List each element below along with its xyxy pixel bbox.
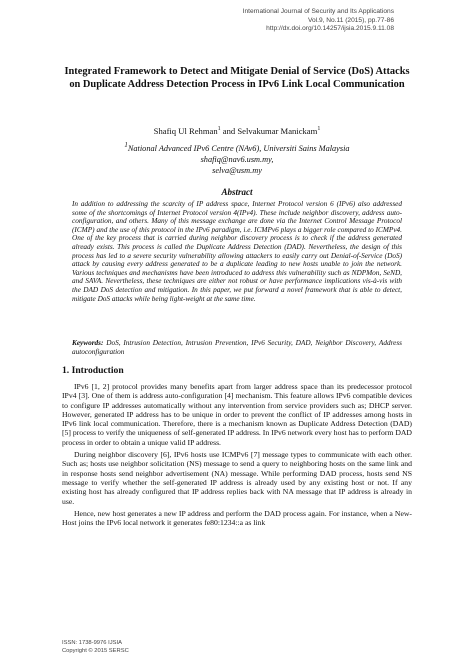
- issn-text: ISSN: 1738-9976 IJSIA: [62, 640, 122, 646]
- keywords-label: Keywords:: [72, 339, 104, 347]
- email-address[interactable]: shafiq@nav6.usm.my,: [200, 154, 274, 164]
- author-affiliation-mark: 1: [317, 126, 321, 132]
- journal-name: International Journal of Security and Its Applications: [242, 8, 394, 15]
- keywords: [72, 339, 402, 356]
- paper-title: Integrated Framework to Detect and Mitigate Denial of Service (DoS) Attacks on Duplicate Address Detection Process in IPv6 Link Local Communication: [64, 66, 410, 90]
- abstract-heading: Abstract: [221, 187, 253, 197]
- affiliation-name: National Advanced IPv6 Centre (NAv6), Universiti Sains Malaysia: [127, 143, 350, 153]
- body-paragraph: Hence, new host generates a new IP address and perform the DAD process again. For instance, when a New-Host joins the IPv6 local network it generates fe80:1234::a as link: [62, 508, 412, 528]
- affiliation-line: [60, 140, 414, 154]
- author-name: Shafiq Ul Rehman: [153, 125, 218, 136]
- journal-header: [134, 8, 394, 34]
- page-footer: [62, 640, 129, 655]
- copyright-text: Copyright © 2015 SERSC: [62, 647, 129, 654]
- affiliation-block: [60, 140, 414, 176]
- abstract-text: In addition to addressing the scarcity of IP address space, Internet Protocol version 6 (IPv6) also addressed some of the shortcomings of Internet Protocol version 4(IPv4). These include neighbor discovery, address auto-configuration, and others. Many of this message exchange are done via the Internet Control Message Protocol (ICMP) and the use of this protocol in the IPv6 paradigm, i.e. ICMPv6 plays a bigger role compared to ICMPv4. One of the key process that is carried during neighbor discovery process is to check if the address generated already exists. This process is called the Duplicate Address Detection (DAD). Nevertheless, the design of this process has led to a severe security vulnerability allowing attackers to easily carry out Denial-of-Service (DoS) attack by causing every address generated to be a duplicate leading to new hosts unable to join the network. Various techniques and mechanisms have been introduced to address this vulnerability such as NDPMon, SeND, and SAVA. Nevertheless, these techniques are either not robust or have performance implications vis-à-vis with the DAD DoS detection and mitigation. In this paper, we put forward a novel framework that is able to detect, mitigate DoS attacks while being light-weight at the same time.: [72, 200, 402, 303]
- email-address[interactable]: selva@usm.my: [212, 165, 262, 175]
- author-connector: and: [220, 125, 238, 136]
- section-heading: 1. Introduction: [62, 365, 124, 376]
- body-paragraph: During neighbor discovery [6], IPv6 hosts use ICMPv6 [7] message types to communicate with each other. Such as; hosts use neighbor solicitation (NS) message to send a query to neighboring hosts on the same link and in response hosts send neighbor advertisement (NA) message. While performing DAD process, hosts send NS message to verify whether the self-generated IP address is already used by any existing host or not. If any existing host has already configured that IP address replies back with NA message that IP address is already in use.: [62, 450, 412, 506]
- author-list: [60, 124, 414, 137]
- journal-volume: Vol.9, No.11 (2015), pp.77-86: [307, 16, 394, 24]
- body-paragraph: IPv6 [1, 2] protocol provides many benefits apart from larger address space than its predecessor protocol IPv4 [3]. One of them is address auto-configuration [4] mechanism. This feature allows IPv6 compatible devices to configure IP addresses automatically without any intervention from service providers such as; DHCP server. However, generated IP address has to be unique in order to prevent the conflict of IP addresses among hosts in IPv6 link local communication. Therefore, there is a mechanism known as Duplicate Address Detection (DAD) [5] process to verify the uniqueness of self-generated IP address. In IPv6 network every host has to perform DAD process in order to obtain a unique valid IP address.: [62, 382, 412, 447]
- affiliation-mark: 1: [124, 142, 128, 149]
- section-body: [62, 382, 412, 530]
- doi-link[interactable]: http://dx.doi.org/10.14257/ijsia.2015.9.11.08: [266, 25, 394, 33]
- keywords-text: DoS, Intrusion Detection, Intrusion Prevention, IPv6 Security, DAD, Neighbor Discovery, Address autoconfiguration: [72, 339, 402, 356]
- author-affiliation-mark: 1: [217, 126, 221, 132]
- author-name: Selvakumar Manickam: [237, 125, 318, 136]
